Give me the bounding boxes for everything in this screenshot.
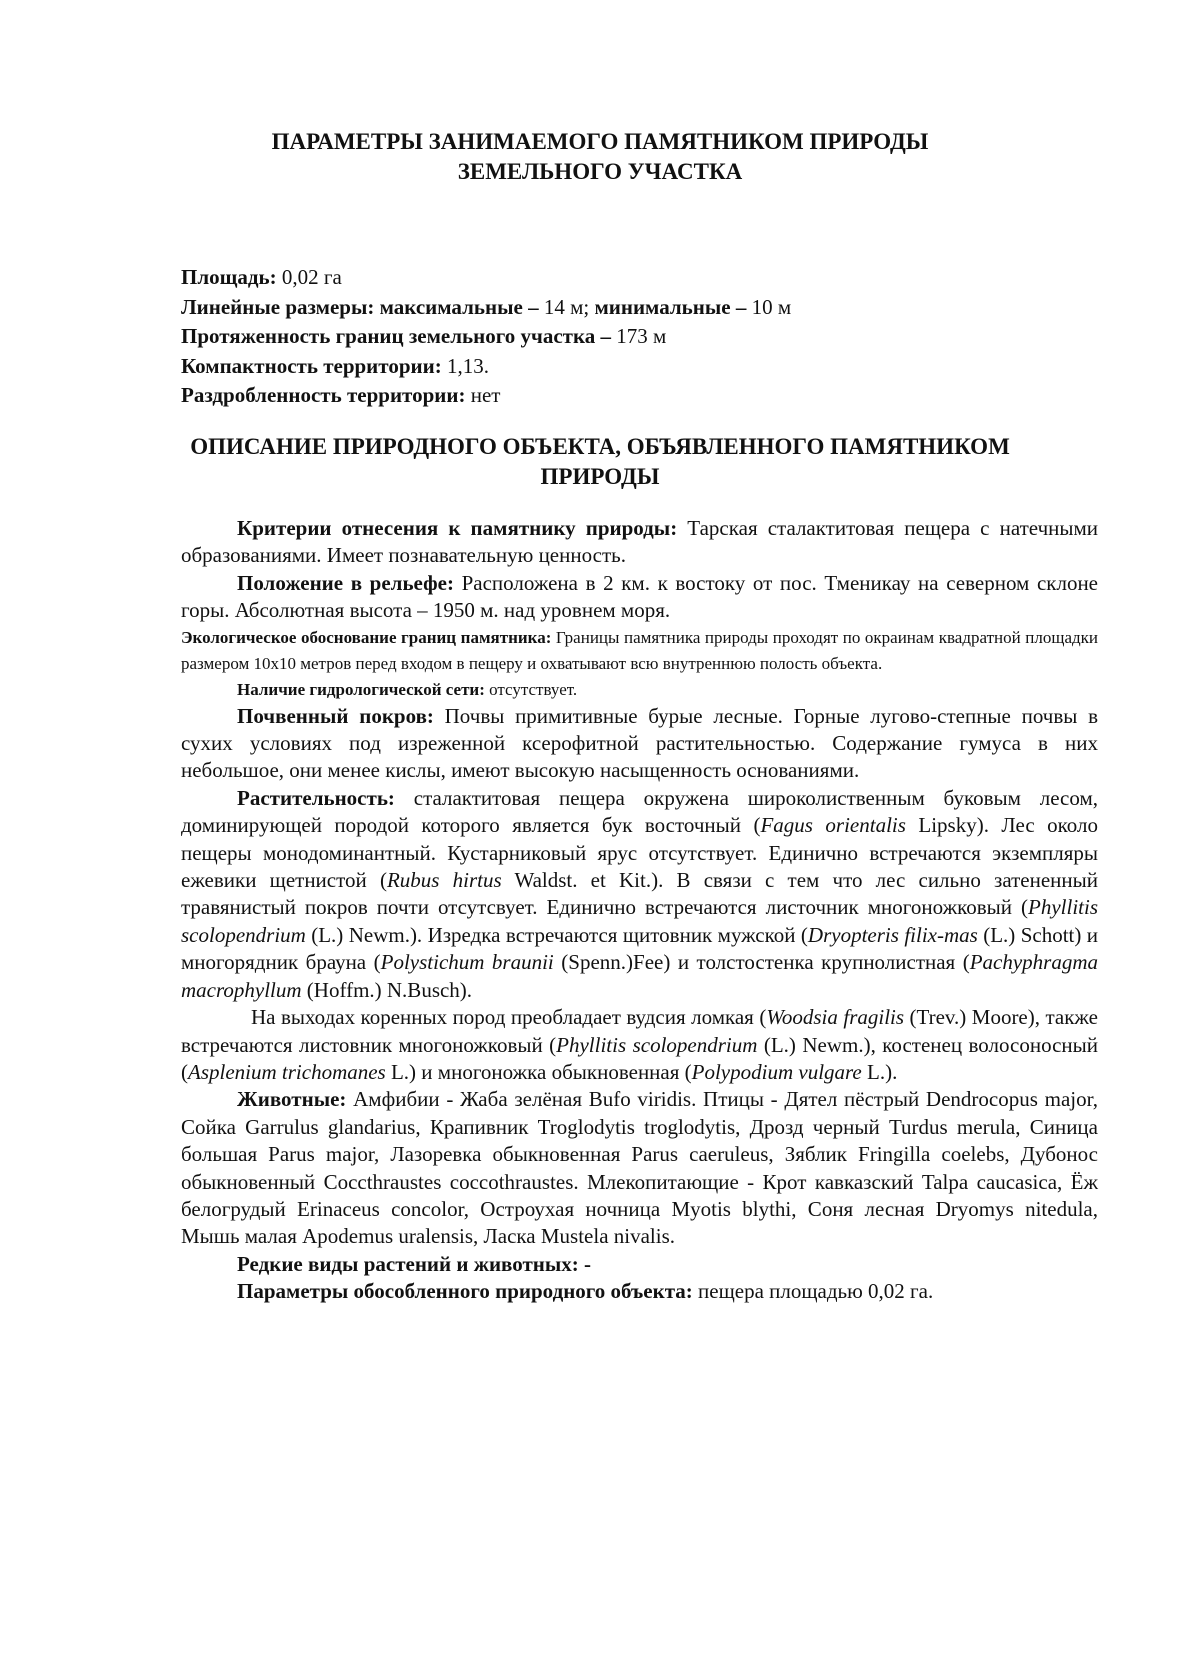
- rare-species-label: Редкие виды растений и животных: -: [237, 1251, 592, 1276]
- boundary-row: [181, 322, 1081, 352]
- title-object-description: [140, 432, 1060, 492]
- animals-paragraph: [181, 1086, 1098, 1250]
- hydrology-text: отсутствует.: [489, 679, 578, 699]
- rare-species-paragraph: [181, 1251, 1098, 1278]
- criteria-text: Тарская сталактитовая пещера с натечными образованиями. Имеет познавательную ценность.: [181, 516, 1099, 568]
- vegetation-text: (L.) Newm.). Изредка встречаются щитовник мужской (: [305, 922, 808, 947]
- ecology-label: Экологическое обоснование границ памятника:: [181, 627, 552, 647]
- vegetation-text: (Spenn.)Fee) и толстостенка крупнолистная (: [553, 950, 970, 975]
- rocks-text: (Trev.) Moore), также встречаются листовник многоножковый (: [181, 1005, 1098, 1057]
- compactness-row: [181, 352, 1081, 382]
- area-row: [181, 263, 1081, 293]
- vegetation-label: Растительность:: [237, 785, 395, 810]
- title-line: ПРИРОДЫ: [540, 464, 660, 489]
- latin-name: Polypodium vulgare: [691, 1059, 862, 1084]
- description-body: [181, 515, 1098, 1306]
- relief-label: Положение в рельефе:: [237, 570, 454, 595]
- min-label: минимальные –: [594, 294, 747, 319]
- latin-name: Rubus hirtus: [386, 868, 502, 893]
- title-line: ПАРАМЕТРЫ ЗАНИМАЕМОГО ПАМЯТНИКОМ ПРИРОДЫ: [271, 129, 929, 154]
- criteria-label: Критерии отнесения к памятнику природы:: [237, 516, 678, 540]
- isolated-object-paragraph: [181, 1278, 1098, 1305]
- soil-paragraph: [181, 703, 1098, 785]
- boundary-label: Протяженность границ земельного участка –: [181, 324, 612, 348]
- vegetation-text: (L.) Schott) и многорядник брауна (: [181, 922, 1098, 975]
- compactness-label: Компактность территории:: [181, 353, 442, 378]
- vegetation-text: Lipsky). Лес около пещеры монодоминантный. Кустарниковый ярус отсутствует. Единично встречаются экземпляры ежевики щетнистой (: [181, 813, 1098, 893]
- relief-paragraph: [181, 570, 1098, 625]
- fragmentation-row: [181, 381, 1081, 411]
- latin-name: Phyllitis scolopendrium: [556, 1032, 758, 1057]
- vegetation-paragraph: [181, 785, 1098, 1004]
- isolated-object-label: Параметры обособленного природного объекта:: [237, 1279, 693, 1304]
- ecology-text: Границы памятника природы проходят по окраинам квадратной площадки размером 10х10 метров перед входом в пещеру и охватывают всю внутреннюю полость объекта.: [181, 627, 1099, 673]
- linear-label: Линейные размеры:: [181, 294, 375, 319]
- rocks-paragraph: [181, 1004, 1098, 1086]
- latin-name: Polystichum braunii: [380, 950, 554, 975]
- latin-name: Woodsia fragilis: [766, 1005, 905, 1030]
- ecology-paragraph: [181, 625, 1098, 677]
- fragmentation-label: Раздробленность территории:: [181, 383, 466, 407]
- latin-name: Dryopteris filix-mas: [807, 922, 978, 947]
- rocks-text: L.).: [861, 1059, 898, 1084]
- hydrology-paragraph: [181, 677, 1098, 703]
- rocks-text: (L.) Newm.), костенец волосоносный (: [181, 1032, 1098, 1084]
- soil-text: Почвы примитивные бурые лесные. Горные лугово-степные почвы в сухих условиях под изреженной ксерофитной растительностью. Содержание гумуса в них небольшое, они менее кислы, имеют высокую насыщенность основаниями.: [181, 703, 1099, 783]
- vegetation-text: (Hoffm.) N.Busch).: [301, 977, 473, 1002]
- boundary-value: 173 м: [616, 324, 667, 348]
- criteria-paragraph: [181, 515, 1098, 570]
- soil-label: Почвенный покров:: [237, 703, 434, 728]
- fragmentation-value: нет: [470, 383, 501, 407]
- title-line: ЗЕМЕЛЬНОГО УЧАСТКА: [457, 159, 743, 184]
- latin-name: Pachyphragma macrophyllum: [181, 950, 1099, 1002]
- compactness-value: 1,13.: [446, 353, 489, 378]
- vegetation-text: Waldst. et Kit.). В связи с тем что лес сильно затененный травянистый покров почти отсутсвует. Единично встречаются листочник многоножковый (: [181, 868, 1098, 920]
- title-line: ОПИСАНИЕ ПРИРОДНОГО ОБЪЕКТА, ОБЪЯВЛЕННОГО ПАМЯТНИКОМ: [190, 434, 1010, 459]
- hydrology-label: Наличие гидрологической сети:: [237, 679, 485, 699]
- rocks-text: L.) и многоножка обыкновенная (: [385, 1059, 692, 1084]
- rocks-text: На выходах коренных пород преобладает вудсия ломкая (: [251, 1005, 767, 1030]
- latin-name: Asplenium trichomanes: [188, 1059, 386, 1084]
- animals-text: Амфибии - Жаба зелёная Bufo viridis. Птицы - Дятел пёстрый Dendrocopus major, Сойка Garrulus glandarius, Крапивник Troglodytis troglodytis, Дрозд черный Turdus merula, Синица большая Parus major, Лазоревка обыкновенная Parus caeruleus, Зяблик Fringilla coelebs, Дубонос обыкновенный Coccthraustes coccothraustes. Млекопитающие - Крот кавказский Talpa caucasica, Ёж белогрудый Erinaceus concolor, Остроухая ночница Myotis blythi, Соня лесная Dryomys nitedula, Мышь малая Apodemus uralensis, Ласка Mustela nivalis.: [181, 1087, 1098, 1249]
- parameters-block: [181, 263, 1081, 411]
- animals-label: Животные:: [237, 1087, 347, 1112]
- title-land-parameters: [140, 127, 1060, 187]
- min-value: 10 м: [751, 294, 792, 319]
- latin-name: Fagus orientalis: [760, 813, 906, 838]
- isolated-object-text: пещера площадью 0,02 га.: [698, 1279, 934, 1304]
- area-label: Площадь:: [181, 265, 277, 289]
- relief-text: Расположена в 2 км. к востоку от пос. Тменикау на северном склоне горы. Абсолютная высота – 1950 м. над уровнем моря.: [181, 570, 1099, 623]
- max-label: максимальные –: [379, 294, 539, 319]
- vegetation-text: сталактитовая пещера окружена широколиственным буковым лесом, доминирующей породой которого является бук восточный (: [181, 785, 1098, 838]
- linear-size-row: [181, 293, 1081, 323]
- area-value: 0,02 га: [281, 265, 342, 289]
- latin-name: Phyllitis scolopendrium: [181, 895, 1098, 947]
- max-value: 14 м;: [543, 294, 590, 319]
